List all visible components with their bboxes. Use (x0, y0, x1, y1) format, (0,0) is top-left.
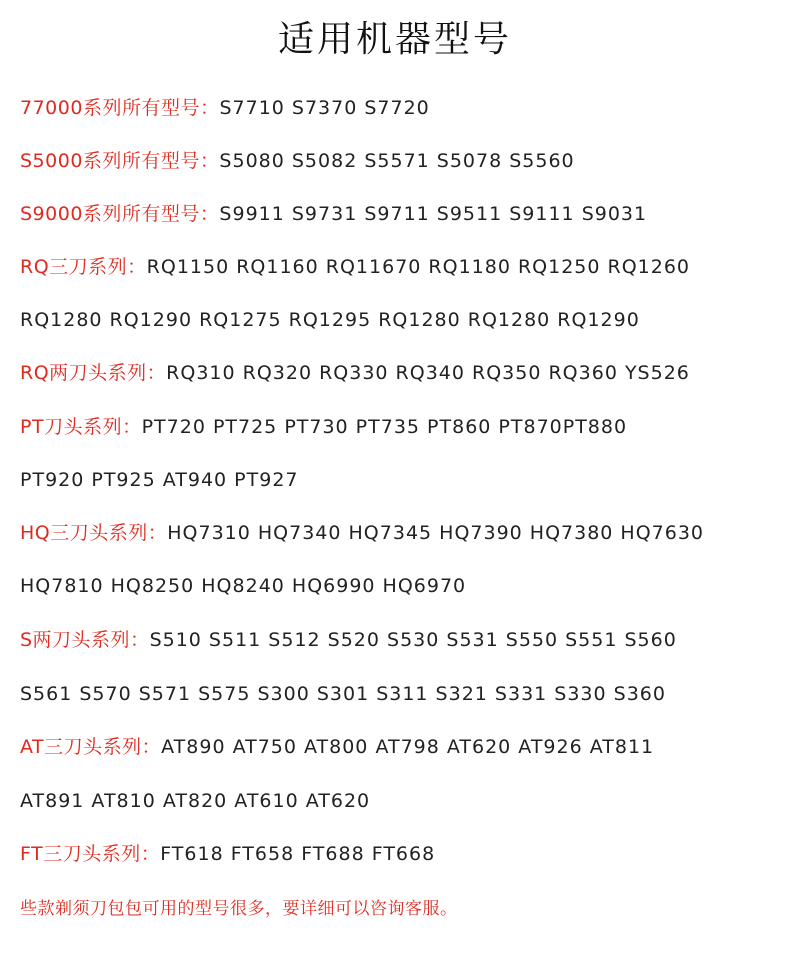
model-line (20, 201, 647, 227)
model-line (20, 307, 640, 333)
model-line (20, 681, 666, 707)
series-label: RQ两刀头系列： (20, 362, 167, 384)
model-list: RQ1150 RQ1160 RQ11670 RQ1180 RQ1250 RQ1260 (146, 256, 691, 278)
series-label: HQ三刀头系列： (20, 522, 168, 544)
model-line (20, 573, 466, 599)
model-list: AT891 AT810 AT820 AT610 AT620 (20, 790, 371, 812)
model-line (20, 841, 435, 867)
series-label: RQ三刀系列： (20, 256, 147, 278)
model-line (20, 788, 370, 814)
model-list: FT618 FT658 FT688 FT668 (160, 843, 436, 865)
model-list: S561 S570 S571 S575 S300 S301 S311 S321 S331 S330 S360 (20, 683, 666, 705)
model-list: S9911 S9731 S9711 S9511 S9111 S9031 (219, 203, 648, 225)
series-label: FT三刀头系列： (20, 843, 161, 865)
model-line (20, 734, 654, 760)
model-list: PT920 PT925 AT940 PT927 (20, 469, 299, 491)
model-list: RQ1280 RQ1290 RQ1275 RQ1295 RQ1280 RQ1280 RQ1290 (20, 309, 640, 331)
model-list: HQ7810 HQ8250 HQ8240 HQ6990 HQ6970 (20, 575, 467, 597)
consult-note: 些款剃须刀包包可用的型号很多，要详细可以咨询客服。 (20, 899, 458, 919)
model-list: S510 S511 S512 S520 S530 S531 S550 S551 S560 (149, 629, 677, 651)
model-line (20, 467, 299, 493)
model-list: AT890 AT750 AT800 AT798 AT620 AT926 AT811 (161, 736, 655, 758)
series-label: 77000系列所有型号： (20, 97, 220, 119)
model-line (20, 254, 690, 280)
model-line (20, 148, 575, 174)
model-line (20, 520, 704, 546)
series-label: PT刀头系列： (20, 416, 142, 438)
model-line (20, 414, 627, 440)
model-list: S7710 S7370 S7720 (219, 97, 430, 119)
model-list: HQ7310 HQ7340 HQ7345 HQ7390 HQ7380 HQ7630 (167, 522, 705, 544)
model-line (20, 360, 690, 386)
model-list: S5080 S5082 S5571 S5078 S5560 (219, 150, 575, 172)
model-list: RQ310 RQ320 RQ330 RQ340 RQ350 RQ360 YS526 (166, 362, 690, 384)
model-line (20, 627, 677, 653)
series-label: AT三刀头系列： (20, 736, 162, 758)
model-line (20, 95, 430, 121)
model-list: PT720 PT725 PT730 PT735 PT860 PT870PT880 (141, 416, 628, 438)
series-label: S9000系列所有型号： (20, 203, 220, 225)
series-label: S两刀头系列： (20, 629, 150, 651)
page-title: 适用机器型号 (277, 19, 512, 60)
series-label: S5000系列所有型号： (20, 150, 220, 172)
